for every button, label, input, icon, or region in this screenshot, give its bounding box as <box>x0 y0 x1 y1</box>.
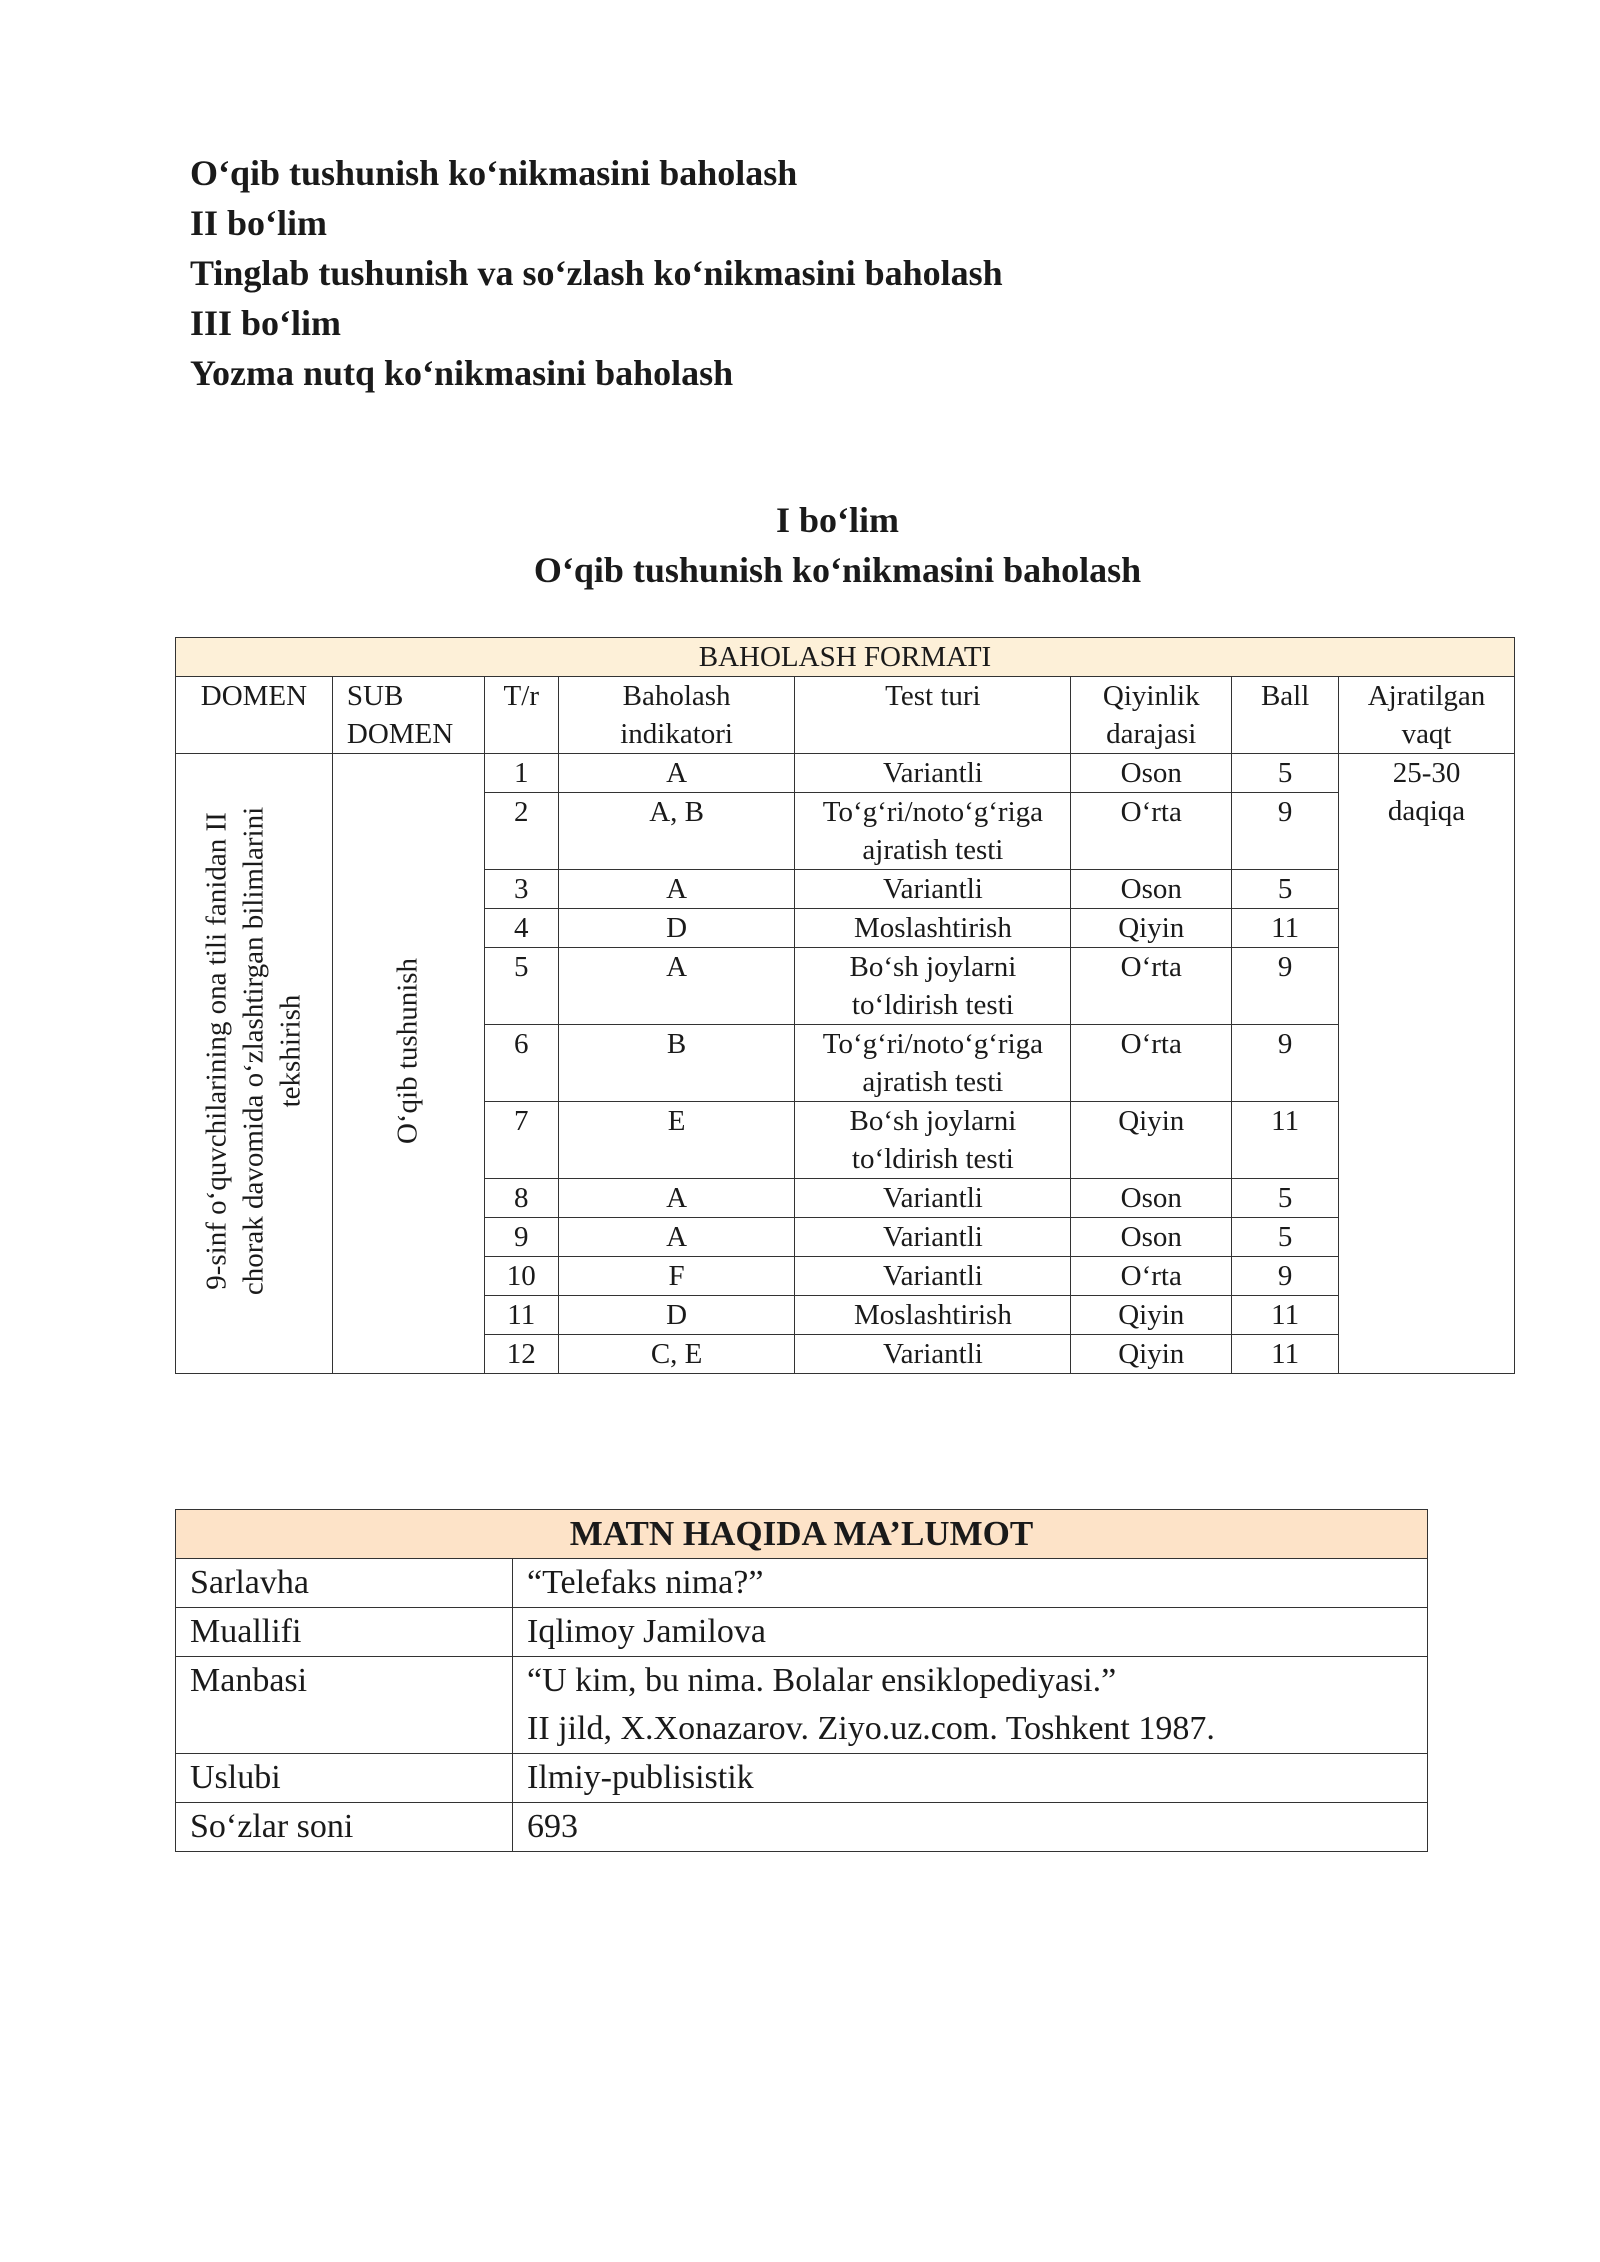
info-label: Uslubi <box>176 1754 513 1803</box>
row-test-type: Variantli <box>795 1257 1071 1296</box>
format-header-row <box>176 677 1515 754</box>
row-difficulty: Oson <box>1071 870 1232 909</box>
row-difficulty: O‘rta <box>1071 793 1232 870</box>
row-score: 9 <box>1232 948 1339 1025</box>
format-caption: BAHOLASH FORMATI <box>176 638 1515 677</box>
row-indicator: E <box>558 1102 795 1179</box>
row-test-type: Variantli <box>795 754 1071 793</box>
section-subtitle: O‘qib tushunish ko‘nikmasini baholash <box>533 550 1142 590</box>
info-value: 693 <box>513 1803 1428 1852</box>
row-number: 3 <box>484 870 558 909</box>
row-number: 8 <box>484 1179 558 1218</box>
row-indicator: A, B <box>558 793 795 870</box>
row-difficulty: Oson <box>1071 754 1232 793</box>
domain-text: 9-sinf o‘quvchilarining ona tili fanidan II chorak davomida o‘zlashtirgan bilimlarini tekshirish <box>200 806 307 1296</box>
row-difficulty: Qiyin <box>1071 1296 1232 1335</box>
header-score: Ball <box>1232 677 1339 754</box>
info-row <box>176 1657 1428 1754</box>
row-test-type: Variantli <box>795 1179 1071 1218</box>
text-info-table <box>175 1509 1428 1852</box>
intro-line: III bo‘lim <box>190 303 342 343</box>
assessment-format-table <box>175 637 1515 1374</box>
row-score: 9 <box>1232 793 1339 870</box>
domain-cell <box>176 754 333 1374</box>
row-number: 12 <box>484 1335 558 1374</box>
row-difficulty: Qiyin <box>1071 1335 1232 1374</box>
info-row <box>176 1754 1428 1803</box>
row-indicator: D <box>558 909 795 948</box>
row-difficulty: Oson <box>1071 1179 1232 1218</box>
row-difficulty: Qiyin <box>1071 909 1232 948</box>
section-title: I bo‘lim <box>775 500 899 540</box>
row-indicator: C, E <box>558 1335 795 1374</box>
time-cell: 25-30 daqiqa <box>1339 754 1515 1374</box>
row-difficulty: Qiyin <box>1071 1102 1232 1179</box>
row-indicator: A <box>558 948 795 1025</box>
header-difficulty: Qiyinlik darajasi <box>1071 677 1232 754</box>
info-value: Iqlimoy Jamilova <box>513 1608 1428 1657</box>
row-score: 11 <box>1232 909 1339 948</box>
format-row <box>176 754 1515 793</box>
row-test-type: Bo‘sh joylarni to‘ldirish testi <box>795 948 1071 1025</box>
row-score: 9 <box>1232 1025 1339 1102</box>
row-score: 11 <box>1232 1102 1339 1179</box>
intro-line: II bo‘lim <box>190 203 328 243</box>
info-label: Sarlavha <box>176 1559 513 1608</box>
intro-line: Tinglab tushunish va so‘zlash ko‘nikmasini baholash <box>190 253 1003 293</box>
row-number: 11 <box>484 1296 558 1335</box>
row-test-type: Variantli <box>795 1335 1071 1374</box>
row-number: 2 <box>484 793 558 870</box>
row-score: 9 <box>1232 1257 1339 1296</box>
row-test-type: Variantli <box>795 1218 1071 1257</box>
row-number: 5 <box>484 948 558 1025</box>
info-row <box>176 1803 1428 1852</box>
info-label: So‘zlar soni <box>176 1803 513 1852</box>
intro-line: O‘qib tushunish ko‘nikmasini baholash <box>190 153 798 193</box>
row-number: 7 <box>484 1102 558 1179</box>
header-tr: T/r <box>484 677 558 754</box>
row-number: 1 <box>484 754 558 793</box>
row-test-type: To‘g‘ri/noto‘g‘riga ajratish testi <box>795 793 1071 870</box>
row-test-type: Bo‘sh joylarni to‘ldirish testi <box>795 1102 1071 1179</box>
info-label: Muallifi <box>176 1608 513 1657</box>
info-value: Ilmiy-publisistik <box>513 1754 1428 1803</box>
row-difficulty: O‘rta <box>1071 1257 1232 1296</box>
intro-line: Yozma nutq ko‘nikmasini baholash <box>190 353 734 393</box>
subdomain-cell <box>332 754 484 1374</box>
info-row <box>176 1608 1428 1657</box>
row-indicator: D <box>558 1296 795 1335</box>
row-test-type: Variantli <box>795 870 1071 909</box>
row-number: 6 <box>484 1025 558 1102</box>
row-indicator: A <box>558 1179 795 1218</box>
row-score: 11 <box>1232 1335 1339 1374</box>
row-number: 4 <box>484 909 558 948</box>
row-score: 5 <box>1232 754 1339 793</box>
header-time: Ajratilgan vaqt <box>1339 677 1515 754</box>
row-indicator: A <box>558 1218 795 1257</box>
row-indicator: B <box>558 1025 795 1102</box>
row-difficulty: Oson <box>1071 1218 1232 1257</box>
row-number: 9 <box>484 1218 558 1257</box>
info-value: “U kim, bu nima. Bolalar ensiklopediyasi.” II jild, X.Xonazarov. Ziyo.uz.com. Toshkent 1987. <box>513 1657 1428 1754</box>
intro-lines <box>190 148 1003 398</box>
info-label: Manbasi <box>176 1657 513 1754</box>
header-domain: DOMEN <box>176 677 333 754</box>
row-test-type: To‘g‘ri/noto‘g‘riga ajratish testi <box>795 1025 1071 1102</box>
row-indicator: A <box>558 754 795 793</box>
header-subdomain: SUB DOMEN <box>332 677 484 754</box>
row-indicator: A <box>558 870 795 909</box>
row-difficulty: O‘rta <box>1071 1025 1232 1102</box>
info-row <box>176 1559 1428 1608</box>
header-test-type: Test turi <box>795 677 1071 754</box>
row-indicator: F <box>558 1257 795 1296</box>
row-score: 5 <box>1232 870 1339 909</box>
row-test-type: Moslashtirish <box>795 1296 1071 1335</box>
row-score: 5 <box>1232 1179 1339 1218</box>
row-score: 11 <box>1232 1296 1339 1335</box>
row-score: 5 <box>1232 1218 1339 1257</box>
row-test-type: Moslashtirish <box>795 909 1071 948</box>
info-value: “Telefaks nima?” <box>513 1559 1428 1608</box>
row-number: 10 <box>484 1257 558 1296</box>
header-indicator: Baholash indikatori <box>558 677 795 754</box>
info-title: MATN HAQIDA MA’LUMOT <box>176 1510 1428 1559</box>
subdomain-text: O‘qib tushunish <box>391 957 424 1145</box>
row-difficulty: O‘rta <box>1071 948 1232 1025</box>
